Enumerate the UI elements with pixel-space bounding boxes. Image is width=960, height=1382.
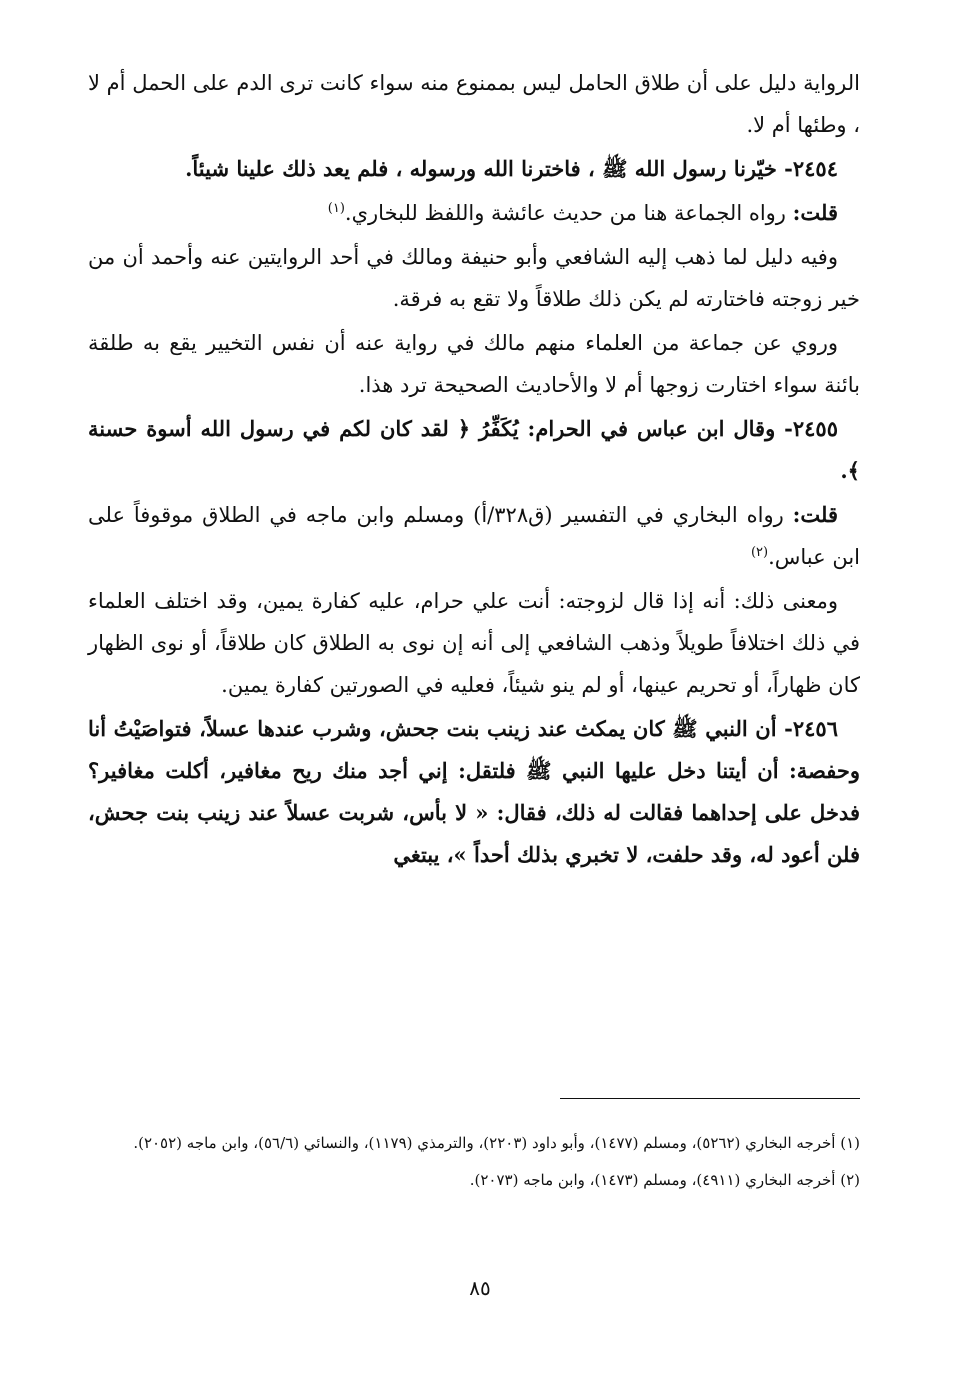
page-body <box>88 62 860 878</box>
footnote-ref-1[interactable]: (١) <box>327 201 345 216</box>
hadith-2455: ٢٤٥٥- وقال ابن عباس في الحرام: يُكَفِّرُ ﴿ لقد كان لكم في رسول الله أسوة حسنة ﴾. <box>88 416 860 483</box>
footnote-ref-2[interactable]: (٢) <box>750 545 769 560</box>
qult-label: قلت: <box>792 200 838 225</box>
comment-2 <box>88 494 860 578</box>
page-number: ٨٥ <box>469 1276 491 1300</box>
footnote-divider <box>560 1098 860 1099</box>
comment-2-text: رواه البخاري في التفسير (ق٣٢٨/أ) ومسلم وابن ماجه في الطلاق موقوفاً على ابن عباس. <box>88 503 860 569</box>
footnote-2: (٢) أخرجه البخاري (٤٩١١)، ومسلم (١٤٧٣)، وابن ماجه (٢٠٧٣). <box>469 1171 860 1189</box>
comment-1-text: رواه الجماعة هنا من حديث عائشة واللفظ للبخاري. <box>344 201 793 225</box>
paragraph-intro: الرواية دليل على أن طلاق الحامل ليس بممنوع منه سواء كانت ترى الدم على الحمل أم لا ، وطئها أم لا. <box>88 71 860 137</box>
paragraph-4: ومعنى ذلك: أنه إذا قال لزوجته: أنت علي حرام، عليه كفارة يمين، وقد اختلف العلماء في ذلك اختلافاً طويلاً وذهب الشافعي إلى أنه إن نوى به الطلاق كان طلاقاً، أو نوى الظهار كان ظهاراً، أو تحريم عينها، أو لم ينو شيئاً، فعليه في الصورتين كفارة يمين. <box>88 589 860 697</box>
qult-label: قلت: <box>792 502 838 527</box>
footnote-1: (١) أخرجه البخاري (٥٢٦٢)، ومسلم (١٤٧٧)، وأبو داود (٢٢٠٣)، والترمذي (١١٧٩)، والنسائي (٥٦/٦)، وابن ماجه (٢٠٥٢). <box>133 1134 860 1152</box>
hadith-2456: ٢٤٥٦- أن النبي ﷺ كان يمكث عند زينب بنت جحش، وشرب عندها عسلاً، فتواصَيْتُ أنا وحفصة: أن أيتنا دخل عليها النبي ﷺ فلتقل: إني أجد منك ريح مغافير، أكلت مغافير؟ فدخل على إحداهما فقالت له ذلك، فقال: « لا بأس، شربت عسلاً عند زينب بنت جحش، فلن أعود له، وقد حلفت، لا تخبري بذلك أحداً »، يبتغي <box>88 716 860 867</box>
paragraph-3: وروي عن جماعة من العلماء منهم مالك في رواية عنه أن نفس التخيير يقع به طلقة بائنة سواء اختارت زوجها أم لا والأحاديث الصحيحة ترد هذا. <box>88 331 860 397</box>
hadith-2454: ٢٤٥٤- خيّرنا رسول الله ﷺ ، فاخترنا الله ورسوله ، فلم يعد ذلك علينا شيئاً. <box>185 156 838 181</box>
comment-1 <box>88 192 860 234</box>
footnotes <box>88 1128 860 1202</box>
paragraph-2: وفيه دليل لما ذهب إليه الشافعي وأبو حنيفة ومالك في أحد الروايتين عنه وأحمد أن من خير زوجته فاختارته لم يكن ذلك طلاقاً ولا تقع به فرقة. <box>88 245 860 311</box>
